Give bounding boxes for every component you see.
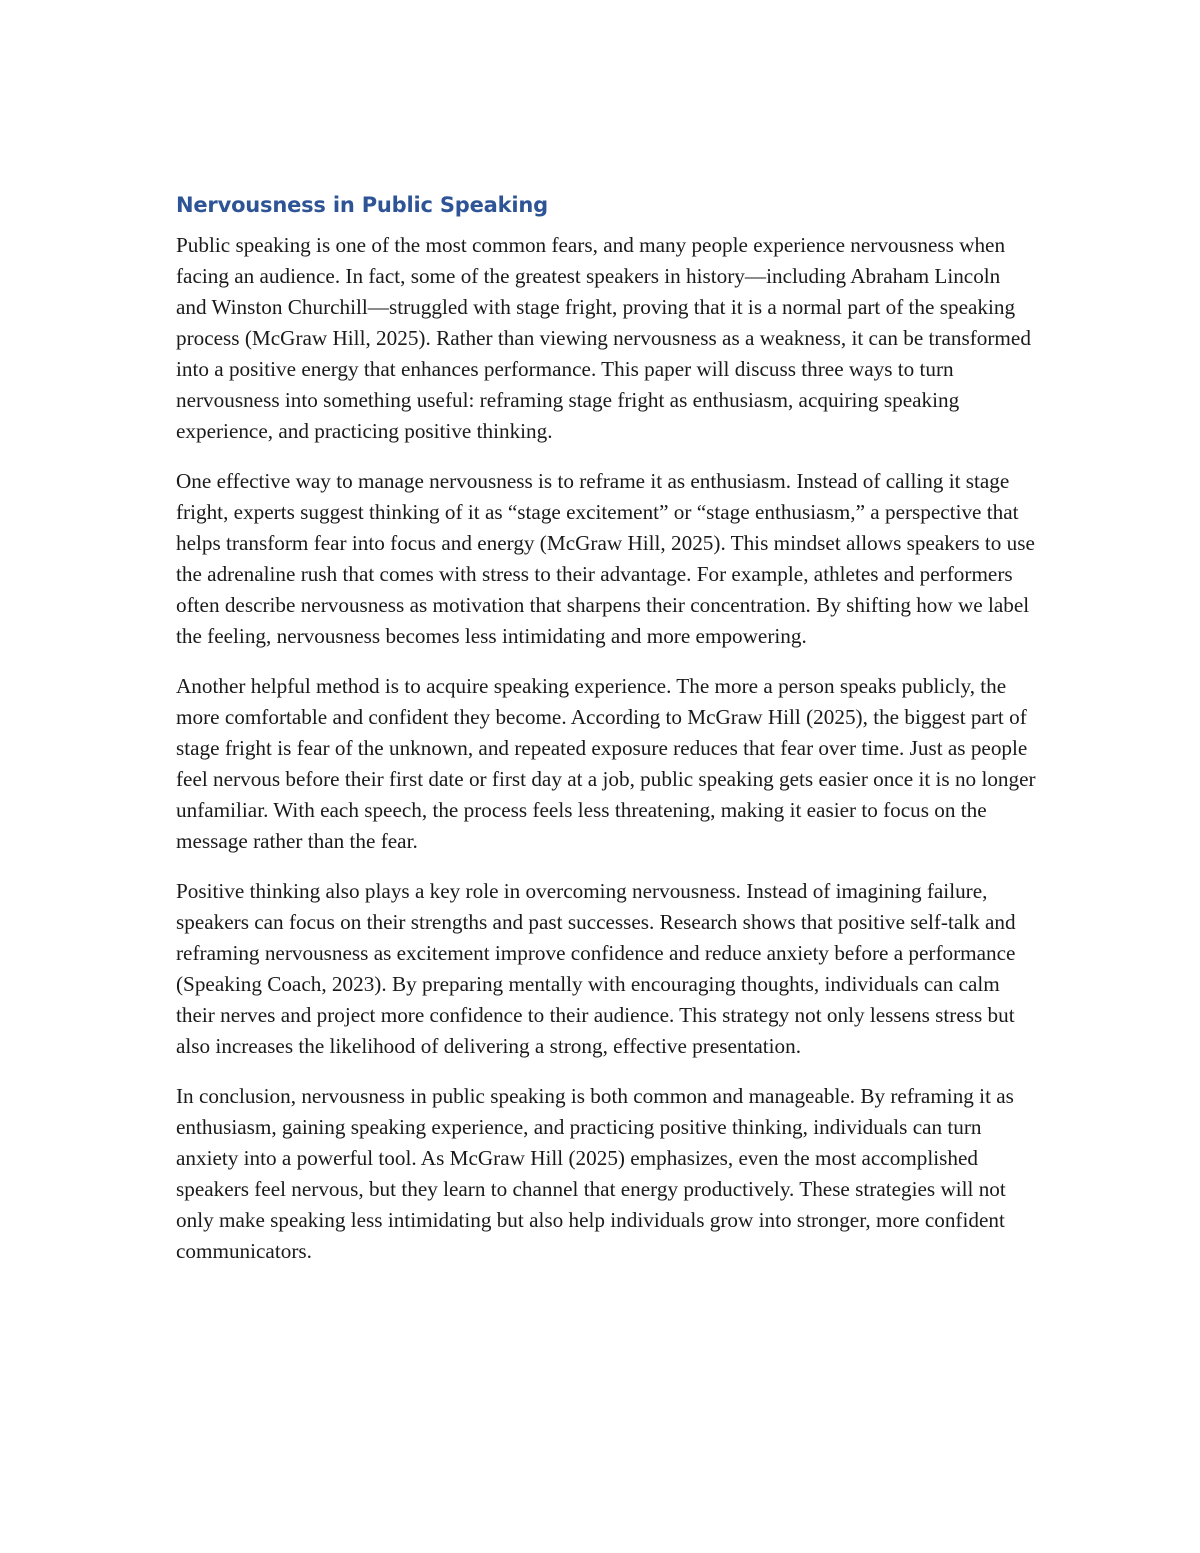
paragraph-experience: Another helpful method is to acquire speaking experience. The more a person speaks publicly, the more comfortable and confident they become. According to McGraw Hill (2025), the biggest part of stage fright is fear of the unknown, and repeated exposure reduces that fear over time. Just as people feel nervous before their first date or first day at a job, public speaking gets easier once it is no longer unfamiliar. With each speech, the process feels less threatening, making it easier to focus on the message rather than the fear. <box>176 674 1036 853</box>
paragraph-positive-thinking: Positive thinking also plays a key role in overcoming nervousness. Instead of imagining failure, speakers can focus on their strengths and past successes. Research shows that positive self-talk and reframing nervousness as excitement improve confidence and reduce anxiety before a performance (Speaking Coach, 2023). By preparing mentally with encouraging thoughts, individuals can calm their nerves and project more confidence to their audience. This strategy not only lessens stress but also increases the likelihood of delivering a strong, effective presentation. <box>176 879 1016 1058</box>
paragraph-introduction: Public speaking is one of the most common fears, and many people experience nervousness when facing an audience. In fact, some of the greatest speakers in history—including Abraham Lincoln and Winston Churchill—struggled with stage fright, proving that it is a normal part of the speaking process (McGraw Hill, 2025). Rather than viewing nervousness as a weakness, it can be transformed into a positive energy that enhances performance. This paper will discuss three ways to turn nervousness into something useful: reframing stage fright as enthusiasm, acquiring speaking experience, and practicing positive thinking. <box>176 233 1031 443</box>
document-body <box>176 190 1036 1286</box>
paragraph-conclusion: In conclusion, nervousness in public speaking is both common and manageable. By reframing it as enthusiasm, gaining speaking experience, and practicing positive thinking, individuals can turn anxiety into a powerful tool. As McGraw Hill (2025) emphasizes, even the most accomplished speakers feel nervous, but they learn to channel that energy productively. These strategies will not only make speaking less intimidating but also help individuals grow into stronger, more confident communicators. <box>176 1084 1014 1263</box>
document-title: Nervousness in Public Speaking <box>176 193 548 217</box>
paragraph-reframing: One effective way to manage nervousness is to reframe it as enthusiasm. Instead of calling it stage fright, experts suggest thinking of it as “stage excitement” or “stage enthusiasm,” a perspective that helps transform fear into focus and energy (McGraw Hill, 2025). This mindset allows speakers to use the adrenaline rush that comes with stress to their advantage. For example, athletes and performers often describe nervousness as motivation that sharpens their concentration. By shifting how we label the feeling, nervousness becomes less intimidating and more empowering. <box>176 469 1035 648</box>
